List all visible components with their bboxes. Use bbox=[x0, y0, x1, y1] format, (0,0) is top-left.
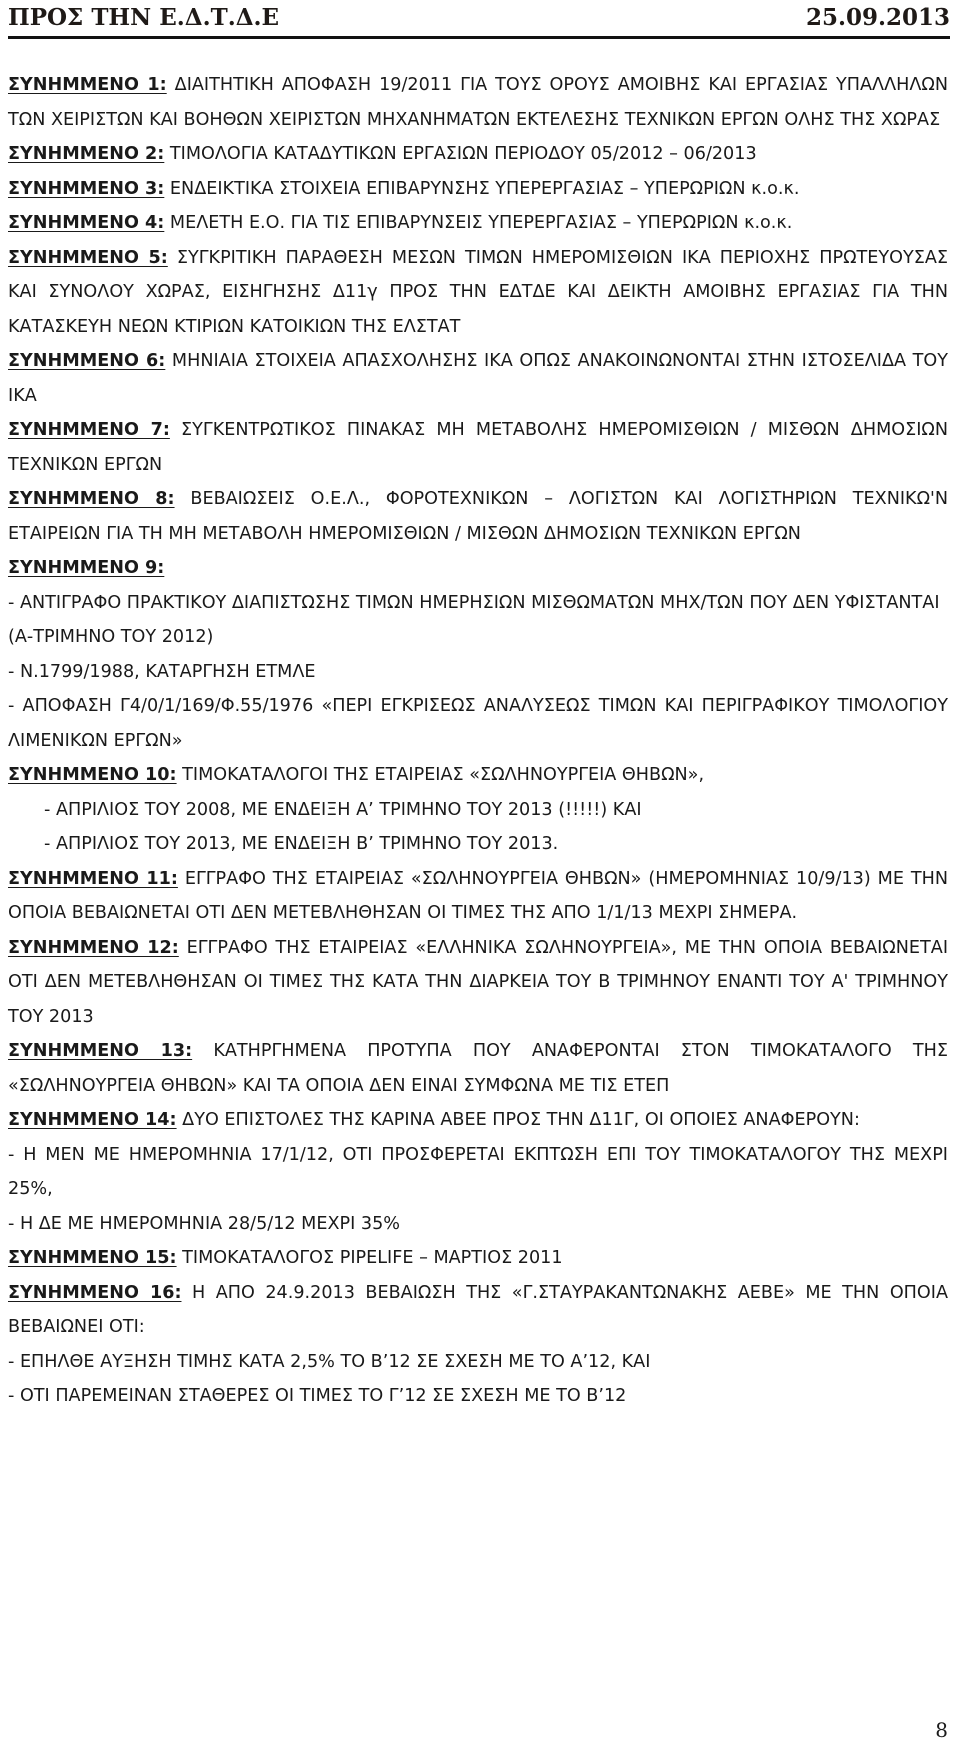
attachment-10-bullet bbox=[8, 827, 948, 862]
attachment-14-bullet bbox=[8, 1138, 948, 1207]
attachment-text: ΕΝΔΕΙΚΤΙΚΑ ΣΤΟΙΧΕΙΑ ΕΠΙΒΑΡΥΝΣΗΣ ΥΠΕΡΕΡΓΑΣΙΑΣ – ΥΠΕΡΩΡΙΩΝ κ.ο.κ. bbox=[169, 178, 800, 199]
bullet-text: - ΟΤΙ ΠΑΡΕΜΕΙΝΑΝ ΣΤΑΘΕΡΕΣ ΟΙ ΤΙΜΕΣ ΤΟ Γ’12 ΣΕ ΣΧΕΣΗ ΜΕ ΤΟ Β’12 bbox=[8, 1386, 627, 1406]
attachment-16-bullet bbox=[8, 1379, 948, 1414]
attachment-13 bbox=[8, 1034, 948, 1103]
attachment-label: ΣΥΝΗΜΜΕΝΟ 10: bbox=[8, 765, 177, 785]
attachment-label: ΣΥΝΗΜΜΕΝΟ 16: bbox=[8, 1282, 182, 1303]
attachment-9-bullet bbox=[8, 689, 948, 758]
attachment-16 bbox=[8, 1276, 948, 1345]
page-number: 8 bbox=[935, 1718, 948, 1742]
attachment-label: ΣΥΝΗΜΜΕΝΟ 3: bbox=[8, 178, 165, 199]
attachment-text: ΕΓΓΡΑΦΟ ΤΗΣ ΕΤΑΙΡΕΙΑΣ «ΕΛΛΗΝΙΚΑ ΣΩΛΗΝΟΥΡΓΕΙΑ», ΜΕ ΤΗΝ ΟΠΟΙΑ ΒΕΒΑΙΩΝΕΤΑΙ ΟΤΙ ΔΕΝ ΜΕΤΕΒΛΗΘΗΣΑΝ ΟΙ ΤΙΜΕΣ ΤΗΣ ΚΑΤΑ ΤΗΝ ΔΙΑΡΚΕΙΑ ΤΟΥ Β ΤΡΙΜΗΝΟΥ ΕΝΑΝΤΙ ΤΟΥ Α' ΤΡΙΜΗΝΟΥ ΤΟΥ 2013 bbox=[8, 937, 949, 1027]
attachment-15 bbox=[8, 1241, 948, 1276]
attachment-label: ΣΥΝΗΜΜΕΝΟ 13: bbox=[8, 1041, 193, 1061]
attachment-3 bbox=[8, 172, 948, 207]
attachment-label: ΣΥΝΗΜΜΕΝΟ 4: bbox=[8, 213, 165, 233]
note-text: (Α-ΤΡΙΜΗΝΟ ΤΟΥ 2012) bbox=[8, 627, 214, 647]
attachment-2 bbox=[8, 137, 948, 172]
attachment-label: ΣΥΝΗΜΜΕΝΟ 2: bbox=[8, 144, 165, 164]
attachment-text: ΣΥΓΚΕΝΤΡΩΤΙΚΟΣ ΠΙΝΑΚΑΣ ΜΗ ΜΕΤΑΒΟΛΗΣ ΗΜΕΡΟΜΙΣΘΙΩΝ / ΜΙΣΘΩΝ ΔΗΜΟΣΙΩΝ ΤΕΧΝΙΚΩΝ ΕΡΓΩΝ bbox=[8, 420, 949, 475]
attachment-14-bullet bbox=[8, 1207, 948, 1242]
attachment-6 bbox=[8, 344, 948, 413]
attachment-text: ΜΕΛΕΤΗ Ε.Ο. ΓΙΑ ΤΙΣ ΕΠΙΒΑΡΥΝΣΕΙΣ ΥΠΕΡΕΡΓΑΣΙΑΣ – ΥΠΕΡΩΡΙΩΝ κ.ο.κ. bbox=[169, 213, 793, 233]
attachment-7 bbox=[8, 413, 948, 482]
document-date: 25.09.2013 bbox=[805, 4, 950, 31]
bullet-text: - ΑΠΟΦΑΣΗ Γ4/0/1/169/Φ.55/1976 «ΠΕΡΙ ΕΓΚΡΙΣΕΩΣ ΑΝΑΛΥΣΕΩΣ ΤΙΜΩΝ ΚΑΙ ΠΕΡΙΓΡΑΦΙΚΟΥ ΤΙΜΟΛΟΓΙΟΥ ΛΙΜΕΝΙΚΩΝ ΕΡΓΩΝ» bbox=[8, 696, 948, 751]
bullet-text: - ΕΠΗΛΘΕ ΑΥΞΗΣΗ ΤΙΜΗΣ ΚΑΤΑ 2,5% ΤΟ Β’12 ΣΕ ΣΧΕΣΗ ΜΕ ΤΟ Α’12, ΚΑΙ bbox=[8, 1351, 651, 1372]
attachment-label: ΣΥΝΗΜΜΕΝΟ 12: bbox=[8, 937, 179, 958]
attachment-text: ΤΙΜΟΛΟΓΙΑ ΚΑΤΑΔΥΤΙΚΩΝ ΕΡΓΑΣΙΩΝ ΠΕΡΙΟΔΟΥ 05/2012 – 06/2013 bbox=[169, 144, 757, 164]
attachment-9-note bbox=[8, 620, 948, 655]
attachment-label: ΣΥΝΗΜΜΕΝΟ 7: bbox=[8, 420, 170, 440]
bullet-text: - ΑΠΡΙΛΙΟΣ ΤΟΥ 2013, ΜΕ ΕΝΔΕΙΞΗ Β’ ΤΡΙΜΗΝΟ ΤΟΥ 2013. bbox=[44, 834, 559, 854]
attachment-text: Η ΑΠΟ 24.9.2013 ΒΕΒΑΙΩΣΗ ΤΗΣ «Γ.ΣΤΑΥΡΑΚΑΝΤΩΝΑΚΗΣ ΑΕΒΕ» ΜΕ ΤΗΝ ΟΠΟΙΑ ΒΕΒΑΙΩΝΕΙ ΟΤΙ: bbox=[8, 1282, 948, 1337]
attachment-text: ΒΕΒΑΙΩΣΕΙΣ Ο.Ε.Λ., ΦΟΡΟΤΕΧΝΙΚΩΝ – ΛΟΓΙΣΤΩΝ ΚΑΙ ΛΟΓΙΣΤΗΡΙΩΝ ΤΕΧΝΙΚΩ'Ν ΕΤΑΙΡΕΙΩΝ ΓΙΑ ΤΗ ΜΗ ΜΕΤΑΒΟΛΗ ΗΜΕΡΟΜΙΣΘΙΩΝ / ΜΙΣΘΩΝ ΔΗΜΟΣΙΩΝ ΤΕΧΝΙΚΩΝ ΕΡΓΩΝ bbox=[8, 489, 949, 544]
attachment-text: ΤΙΜΟΚΑΤΑΛΟΓΟΙ ΤΗΣ ΕΤΑΙΡΕΙΑΣ «ΣΩΛΗΝΟΥΡΓΕΙΑ ΘΗΒΩΝ», bbox=[182, 765, 705, 785]
attachment-5 bbox=[8, 241, 948, 345]
attachment-10-bullet bbox=[8, 793, 948, 828]
attachment-9 bbox=[8, 551, 948, 586]
attachment-14 bbox=[8, 1103, 948, 1138]
attachment-11 bbox=[8, 862, 948, 931]
attachment-4 bbox=[8, 206, 948, 241]
attachment-text: ΔΥΟ ΕΠΙΣΤΟΛΕΣ ΤΗΣ ΚΑΡΙΝΑ ΑΒΕΕ ΠΡΟΣ ΤΗΝ Δ11Γ, ΟΙ ΟΠΟΙΕΣ ΑΝΑΦΕΡΟΥΝ: bbox=[182, 1110, 860, 1130]
document-header bbox=[8, 2, 950, 39]
attachments-list bbox=[8, 68, 948, 1414]
attachment-12 bbox=[8, 931, 948, 1035]
bullet-text: - ΑΠΡΙΛΙΟΣ ΤΟΥ 2008, ΜΕ ΕΝΔΕΙΞΗ Α’ ΤΡΙΜΗΝΟ ΤΟΥ 2013 (!!!!!) ΚΑΙ bbox=[44, 799, 642, 820]
attachment-label: ΣΥΝΗΜΜΕΝΟ 1: bbox=[8, 75, 167, 95]
attachment-label: ΣΥΝΗΜΜΕΝΟ 9: bbox=[8, 558, 165, 578]
attachment-text: ΤΙΜΟΚΑΤΑΛΟΓΟΣ PIPELIFE – ΜΑΡΤΙΟΣ 2011 bbox=[182, 1248, 563, 1268]
attachment-text: ΜΗΝΙΑΙΑ ΣΤΟΙΧΕΙΑ ΑΠΑΣΧΟΛΗΣΗΣ ΙΚΑ ΟΠΩΣ ΑΝΑΚΟΙΝΩΝΟΝΤΑΙ ΣΤΗΝ ΙΣΤΟΣΕΛΙΔΑ ΤΟΥ ΙΚΑ bbox=[8, 351, 948, 406]
attachment-label: ΣΥΝΗΜΜΕΝΟ 5: bbox=[8, 247, 168, 268]
attachment-label: ΣΥΝΗΜΜΕΝΟ 15: bbox=[8, 1248, 177, 1268]
attachment-label: ΣΥΝΗΜΜΕΝΟ 6: bbox=[8, 351, 166, 371]
attachment-text: ΕΓΓΡΑΦΟ ΤΗΣ ΕΤΑΙΡΕΙΑΣ «ΣΩΛΗΝΟΥΡΓΕΙΑ ΘΗΒΩΝ» (ΗΜΕΡΟΜΗΝΙΑΣ 10/9/13) ΜΕ ΤΗΝ ΟΠΟΙΑ ΒΕΒΑΙΩΝΕΤΑΙ ΟΤΙ ΔΕΝ ΜΕΤΕΒΛΗΘΗΣΑΝ ΟΙ ΤΙΜΕΣ ΤΗΣ ΑΠΟ 1/1/13 ΜΕΧΡΙ ΣΗΜΕΡΑ. bbox=[8, 868, 948, 923]
attachment-text: ΚΑΤΗΡΓΗΜΕΝΑ ΠΡΟΤΥΠΑ ΠΟΥ ΑΝΑΦΕΡΟΝΤΑΙ ΣΤΟΝ ΤΙΜΟΚΑΤΑΛΟΓΟ ΤΗΣ «ΣΩΛΗΝΟΥΡΓΕΙΑ ΘΗΒΩΝ» ΚΑΙ ΤΑ ΟΠΟΙΑ ΔΕΝ ΕΙΝΑΙ ΣΥΜΦΩΝΑ ΜΕ ΤΙΣ ΕΤΕΠ bbox=[8, 1041, 948, 1096]
attachment-label: ΣΥΝΗΜΜΕΝΟ 14: bbox=[8, 1110, 177, 1130]
attachment-text: ΔΙΑΙΤΗΤΙΚΗ ΑΠΟΦΑΣΗ 19/2011 ΓΙΑ ΤΟΥΣ ΟΡΟΥΣ ΑΜΟΙΒΗΣ ΚΑΙ ΕΡΓΑΣΙΑΣ ΥΠΑΛΛΗΛΩΝ ΤΩΝ ΧΕΙΡΙΣΤΩΝ ΚΑΙ ΒΟΗΘΩΝ ΧΕΙΡΙΣΤΩΝ ΜΗΧΑΝΗΜΑΤΩΝ ΕΚΤΕΛΕΣΗΣ ΤΕΧΝΙΚΩΝ ΕΡΓΩΝ ΟΛΗΣ ΤΗΣ ΧΩΡΑΣ bbox=[8, 75, 948, 130]
attachment-16-bullet bbox=[8, 1345, 948, 1380]
attachment-10 bbox=[8, 758, 948, 793]
attachment-label: ΣΥΝΗΜΜΕΝΟ 8: bbox=[8, 489, 175, 509]
bullet-text: - ΑΝΤΙΓΡΑΦΟ ΠΡΑΚΤΙΚΟΥ ΔΙΑΠΙΣΤΩΣΗΣ ΤΙΜΩΝ ΗΜΕΡΗΣΙΩΝ ΜΙΣΘΩΜΑΤΩΝ ΜΗΧ/ΤΩΝ ΠΟΥ ΔΕΝ ΥΦΙΣΤΑΝΤΑΙ bbox=[8, 592, 940, 613]
attachment-9-bullet bbox=[8, 586, 948, 621]
bullet-text: - Ν.1799/1988, ΚΑΤΑΡΓΗΣΗ ΕΤΜΛΕ bbox=[8, 661, 316, 682]
attachment-label: ΣΥΝΗΜΜΕΝΟ 11: bbox=[8, 868, 178, 889]
bullet-text: - Η ΜΕΝ ΜΕ ΗΜΕΡΟΜΗΝΙΑ 17/1/12, ΟΤΙ ΠΡΟΣΦΕΡΕΤΑΙ ΕΚΠΤΩΣΗ ΕΠΙ ΤΟΥ ΤΙΜΟΚΑΤΑΛΟΓΟΥ ΤΗΣ ΜΕΧΡΙ 25%, bbox=[8, 1144, 948, 1199]
bullet-text: - Η ΔΕ ΜΕ ΗΜΕΡΟΜΗΝΙΑ 28/5/12 ΜΕΧΡΙ 35% bbox=[8, 1213, 401, 1234]
attachment-text: ΣΥΓΚΡΙΤΙΚΗ ΠΑΡΑΘΕΣΗ ΜΕΣΩΝ ΤΙΜΩΝ ΗΜΕΡΟΜΙΣΘΙΩΝ ΙΚΑ ΠΕΡΙΟΧΗΣ ΠΡΩΤΕΥΟΥΣΑΣ ΚΑΙ ΣΥΝΟΛΟΥ ΧΩΡΑΣ, ΕΙΣΗΓΗΣΗΣ Δ11γ ΠΡΟΣ ΤΗΝ ΕΔΤΔΕ ΚΑΙ ΔΕΙΚΤΗ ΑΜΟΙΒΗΣ ΕΡΓΑΣΙΑΣ ΓΙΑ ΤΗΝ ΚΑΤΑΣΚΕΥΗ ΝΕΩΝ ΚΤΙΡΙΩΝ ΚΑΤΟΙΚΙΩΝ ΤΗΣ ΕΛΣΤΑΤ bbox=[8, 247, 949, 337]
recipient-heading: ΠΡΟΣ ΤΗΝ Ε.Δ.Τ.Δ.Ε bbox=[8, 4, 280, 31]
attachment-8 bbox=[8, 482, 948, 551]
attachment-1 bbox=[8, 68, 948, 137]
attachment-9-bullet bbox=[8, 655, 948, 690]
